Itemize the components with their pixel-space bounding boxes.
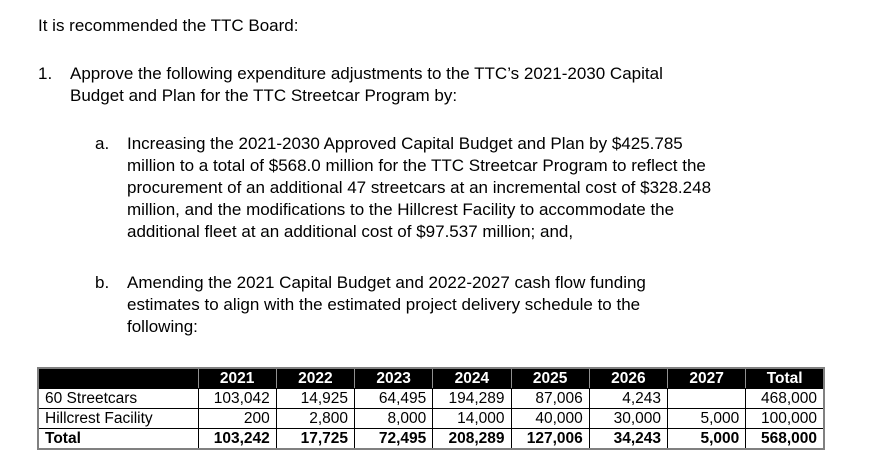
value-cell: 208,289 <box>433 429 511 450</box>
value-cell: 103,242 <box>198 429 276 450</box>
intro-paragraph: It is recommended the TTC Board: <box>38 16 299 35</box>
column-header: 2022 <box>276 368 354 389</box>
value-cell: 30,000 <box>589 409 667 429</box>
text-line: estimates to align with the estimated project delivery schedule to the <box>127 295 641 314</box>
text-line: Amending the 2021 Capital Budget and 2022-2027 cash flow funding <box>127 273 646 292</box>
column-header: 2024 <box>433 368 511 389</box>
table-header-row <box>38 368 824 389</box>
budget-table <box>37 367 825 450</box>
column-header: 2023 <box>355 368 433 389</box>
value-cell: 4,243 <box>589 389 667 409</box>
row-label: Total <box>38 429 198 450</box>
table-body <box>38 389 824 450</box>
value-cell: 194,289 <box>433 389 511 409</box>
value-cell: 100,000 <box>746 409 824 429</box>
text-line: Approve the following expenditure adjustments to the TTC’s 2021-2030 Capital <box>70 64 663 83</box>
row-label: Hillcrest Facility <box>38 409 198 429</box>
value-cell: 103,042 <box>198 389 276 409</box>
value-cell: 14,000 <box>433 409 511 429</box>
value-cell: 40,000 <box>511 409 589 429</box>
value-cell: 8,000 <box>355 409 433 429</box>
list-item-1-text <box>70 63 850 107</box>
value-cell: 5,000 <box>668 429 746 450</box>
text-line: Budget and Plan for the TTC Streetcar Program by: <box>70 86 458 105</box>
text-line: additional fleet at an additional cost of $97.537 million; and, <box>127 222 574 241</box>
text-line: million, and the modifications to the Hillcrest Facility to accommodate the <box>127 200 675 219</box>
value-cell: 568,000 <box>746 429 824 450</box>
list-item-b-text <box>127 272 850 338</box>
list-item-a-text <box>127 133 850 243</box>
column-header: Total <box>746 368 824 389</box>
list-item-b <box>38 272 850 338</box>
value-cell: 200 <box>198 409 276 429</box>
text-line: million to a total of $568.0 million for the TTC Streetcar Program to reflect the <box>127 156 706 175</box>
list-item-a <box>38 133 850 243</box>
value-cell <box>668 389 746 409</box>
value-cell: 468,000 <box>746 389 824 409</box>
list-marker-a: a. <box>95 134 110 153</box>
text-line: following: <box>127 317 198 336</box>
value-cell: 34,243 <box>589 429 667 450</box>
value-cell: 5,000 <box>668 409 746 429</box>
value-cell: 2,800 <box>276 409 354 429</box>
list-marker-b: b. <box>95 273 110 292</box>
value-cell: 14,925 <box>276 389 354 409</box>
value-cell: 64,495 <box>355 389 433 409</box>
table-row <box>38 429 824 450</box>
text-line: procurement of an additional 47 streetcars at an incremental cost of $328.248 <box>127 178 712 197</box>
column-header: 2027 <box>668 368 746 389</box>
value-cell: 72,495 <box>355 429 433 450</box>
column-header: 2026 <box>589 368 667 389</box>
table-row <box>38 409 824 429</box>
value-cell: 127,006 <box>511 429 589 450</box>
list-item-1 <box>38 63 850 107</box>
value-cell: 87,006 <box>511 389 589 409</box>
table-row <box>38 389 824 409</box>
row-label: 60 Streetcars <box>38 389 198 409</box>
column-header <box>38 368 198 389</box>
text-line: Increasing the 2021-2030 Approved Capital Budget and Plan by $425.785 <box>127 134 683 153</box>
value-cell: 17,725 <box>276 429 354 450</box>
list-marker-1: 1. <box>38 64 53 83</box>
column-header: 2021 <box>198 368 276 389</box>
column-header: 2025 <box>511 368 589 389</box>
